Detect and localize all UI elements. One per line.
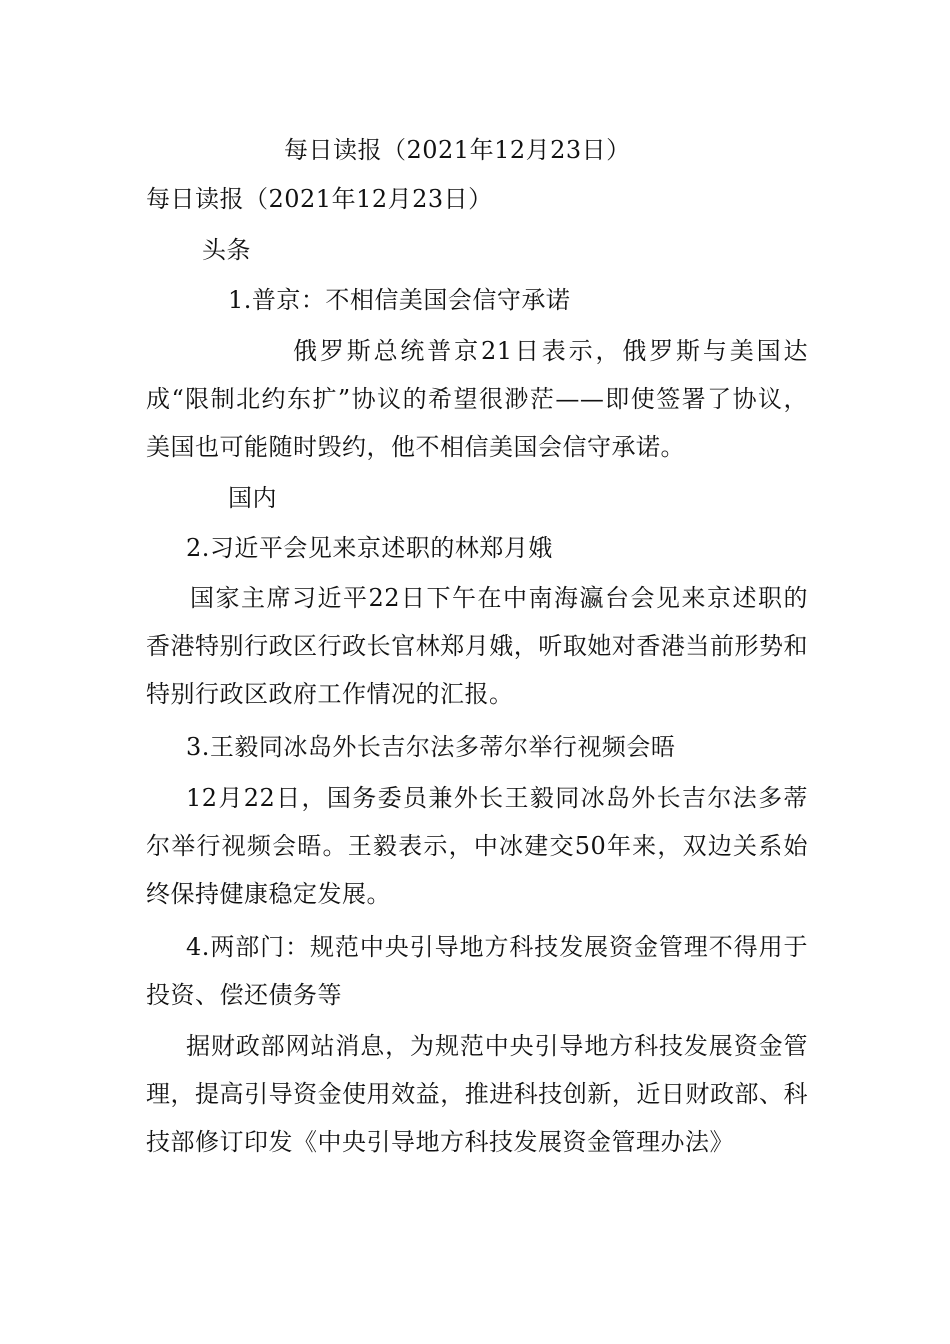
- article-body: 据财政部网站消息，为规范中央引导地方科技发展资金管理，提高引导资金使用效益，推进科技创新，近日财政部、科技部修订印发《中央引导地方科技发展资金管理办法》: [146, 1032, 808, 1156]
- article-title: 1.普京：不相信美国会信守承诺: [228, 286, 571, 314]
- article-body: 国家主席习近平22日下午在中南海瀛台会见来京述职的香港特别行政区行政长官林郑月娥，听取她对香港当前形势和特别行政区政府工作情况的汇报。: [146, 584, 808, 708]
- article-title: 2.习近平会见来京述职的林郑月娥: [186, 534, 553, 562]
- article-title: 3.王毅同冰岛外长吉尔法多蒂尔举行视频会晤: [186, 733, 676, 761]
- section-heading-domestic: 国内: [228, 484, 277, 512]
- section-heading-headline: 头条: [202, 236, 251, 264]
- document-subtitle: 每日读报（2021年12月23日）: [146, 185, 493, 213]
- article-body: 12月22日，国务委员兼外长王毅同冰岛外长吉尔法多蒂尔举行视频会晤。王毅表示，中冰建交50年来，双边关系始终保持健康稳定发展。: [146, 784, 808, 908]
- page-title: 每日读报（2021年12月23日）: [284, 136, 631, 164]
- article-body: 俄罗斯总统普京21日表示，俄罗斯与美国达成“限制北约东扩”协议的希望很渺茫——即使签署了协议，美国也可能随时毁约，他不相信美国会信守承诺。: [146, 337, 808, 461]
- article-title: 4.两部门：规范中央引导地方科技发展资金管理不得用于投资、偿还债务等: [146, 933, 808, 1009]
